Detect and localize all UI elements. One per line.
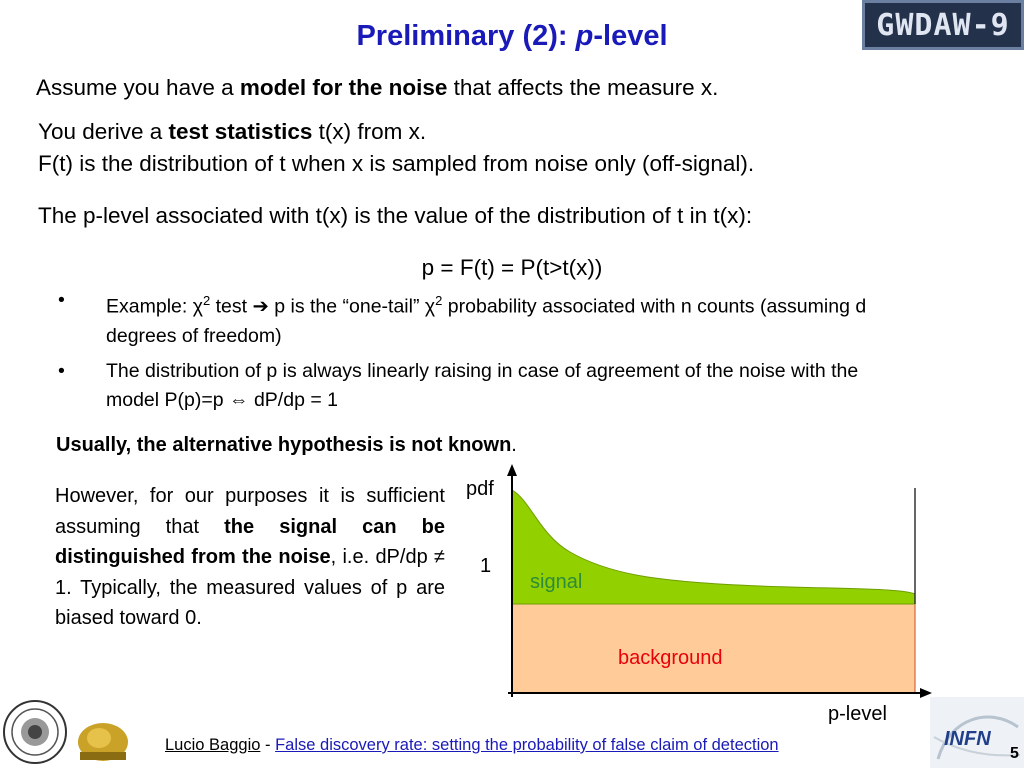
alternative-hypothesis-note: Usually, the alternative hypothesis is not known. xyxy=(56,434,517,456)
signal-label: signal xyxy=(530,571,583,593)
helmet-logo-icon xyxy=(74,712,132,764)
bullet-item-1: • Example: $\chi^2$ test ➔ p is the “one-tail” $\chi^2$ probability associated with n counts (assuming d degrees of freedom) xyxy=(58,286,908,351)
infn-text: INFN xyxy=(944,728,991,750)
footer: Lucio Baggio - False discovery rate: setting the probability of false claim of detection xyxy=(165,736,779,754)
y-axis-arrow-icon xyxy=(507,464,517,476)
bullet-list xyxy=(58,286,908,415)
university-seal-icon xyxy=(2,698,68,766)
pdf-chart xyxy=(460,460,940,725)
explanation-paragraph: However, for our purposes it is sufficient assuming that the signal can be distinguished from the noise, i.e. dP/dp ≠ 1. Typically, the measured values of p are biased toward 0. xyxy=(55,485,445,629)
arrow-right-icon: ➔ xyxy=(252,295,269,318)
y-axis-label: pdf xyxy=(466,478,494,500)
iff-icon: ⇔ xyxy=(229,388,249,411)
footer-author: Lucio Baggio xyxy=(165,736,261,754)
footer-title: False discovery rate: setting the probability of false claim of detection xyxy=(275,736,779,754)
gwdaw-logo: GWDAW-9 xyxy=(862,0,1024,50)
formula: p = F(t) = P(t>t(x)) xyxy=(421,255,603,280)
background-label: background xyxy=(618,647,723,669)
bullet-item-2: • The distribution of p is always linearly raising in case of agreement of the noise with the model P(p)=p ⇔ dP/dp = 1 xyxy=(58,357,908,415)
bullet-marker: • xyxy=(58,289,65,311)
text-line-2: You derive a test statistics t(x) from x. xyxy=(38,119,427,144)
slide-title: Preliminary (2): p-level xyxy=(356,20,668,52)
page-number: 5 xyxy=(1010,745,1019,762)
y-tick-label: 1 xyxy=(480,555,492,577)
text-line-4: The p-level associated with t(x) is the value of the distribution of t in t(x): xyxy=(38,203,753,228)
bullet-marker: • xyxy=(58,359,65,382)
text-line-1: Assume you have a model for the noise that affects the measure x. xyxy=(36,75,719,100)
text-line-3: F(t) is the distribution of t when x is sampled from noise only (off-signal). xyxy=(38,151,755,176)
x-axis-label: p-level xyxy=(828,703,887,725)
